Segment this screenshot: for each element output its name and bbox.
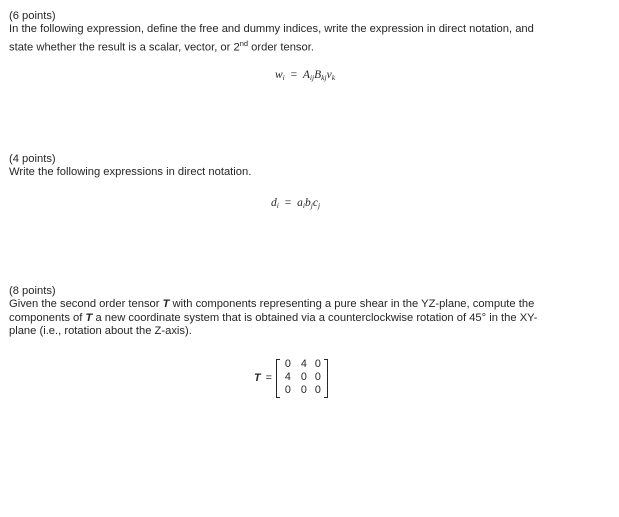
eq2-term-3: c xyxy=(312,197,318,209)
problem-3-line-2-post: a new coordinate system that is obtained via a counterclockwise rotation of 45° in the XY- xyxy=(92,311,538,324)
tensor-matrix xyxy=(276,358,328,398)
eq1-term-1: A xyxy=(302,69,310,81)
problem-1-line-2 xyxy=(9,37,605,55)
tensor-equals: = xyxy=(265,372,272,384)
equation-1 xyxy=(275,69,335,81)
problem-2 xyxy=(9,153,605,180)
eq2-lhs: d xyxy=(271,197,277,209)
problem-1-line-1: In the following expression, define the free and dummy indices, write the expression in direct notation, and xyxy=(9,23,534,36)
matrix-cell: 0 xyxy=(314,358,321,370)
matrix-cell: 0 xyxy=(314,371,321,383)
eq2-term-2-index: j xyxy=(310,201,313,210)
eq2-term-1: a xyxy=(297,197,303,209)
problem-1-line-2-pre: state whether the result is a scalar, vector, or 2 xyxy=(9,41,240,54)
matrix-cell: 4 xyxy=(300,358,307,370)
matrix-cell: 0 xyxy=(284,358,291,370)
eq2-lhs-index: i xyxy=(276,201,279,210)
right-bracket xyxy=(324,359,328,398)
left-bracket xyxy=(276,359,280,398)
problem-1 xyxy=(9,10,605,55)
problem-2-points: (4 points) xyxy=(9,153,56,165)
tensor-symbol: T xyxy=(162,298,170,311)
equation-2 xyxy=(271,197,320,209)
eq1-term-2: B xyxy=(314,69,322,81)
eq1-term-3: v xyxy=(326,69,332,81)
matrix-cell: 0 xyxy=(300,371,307,383)
matrix-cell: 4 xyxy=(284,371,291,383)
problem-1-line-2-post: order tensor. xyxy=(248,41,314,54)
matrix-cell: 0 xyxy=(300,384,307,396)
eq1-equals: = xyxy=(290,69,298,81)
matrix-cell: 0 xyxy=(314,384,321,396)
problem-1-points: (6 points) xyxy=(9,10,56,22)
problem-2-line-1: Write the following expressions in direct notation. xyxy=(9,166,252,179)
problem-3-line-1-post: with components representing a pure shear in the YZ-plane, compute the xyxy=(169,298,535,311)
matrix-cell: 0 xyxy=(284,384,291,396)
problem-3-points: (8 points) xyxy=(9,285,56,297)
tensor-lhs: T xyxy=(254,372,261,384)
problem-3-line-2 xyxy=(9,312,605,325)
eq2-term-3-index: j xyxy=(317,201,321,210)
problem-3-line-2-pre: components of xyxy=(9,311,86,324)
eq2-equals: = xyxy=(284,197,292,209)
problem-3-line-1-pre: Given the second order tensor xyxy=(9,298,163,311)
matrix-grid xyxy=(280,358,324,397)
eq1-lhs-index: i xyxy=(282,73,285,82)
problem-3-line-1 xyxy=(9,298,605,311)
eq1-term-1-index: ij xyxy=(309,73,315,82)
tensor-symbol: T xyxy=(85,311,93,324)
tensor-equation xyxy=(254,357,328,399)
eq1-lhs: w xyxy=(275,69,283,81)
eq1-term-2-index: kj xyxy=(321,73,327,82)
problem-1-ordinal-suffix: nd xyxy=(239,38,249,48)
eq2-term-1-index: i xyxy=(302,201,305,210)
problem-3-line-3: plane (i.e., rotation about the Z-axis). xyxy=(9,325,192,338)
problem-3 xyxy=(9,285,605,339)
eq2-term-2: b xyxy=(305,197,311,209)
eq1-term-3-index: k xyxy=(331,73,336,82)
